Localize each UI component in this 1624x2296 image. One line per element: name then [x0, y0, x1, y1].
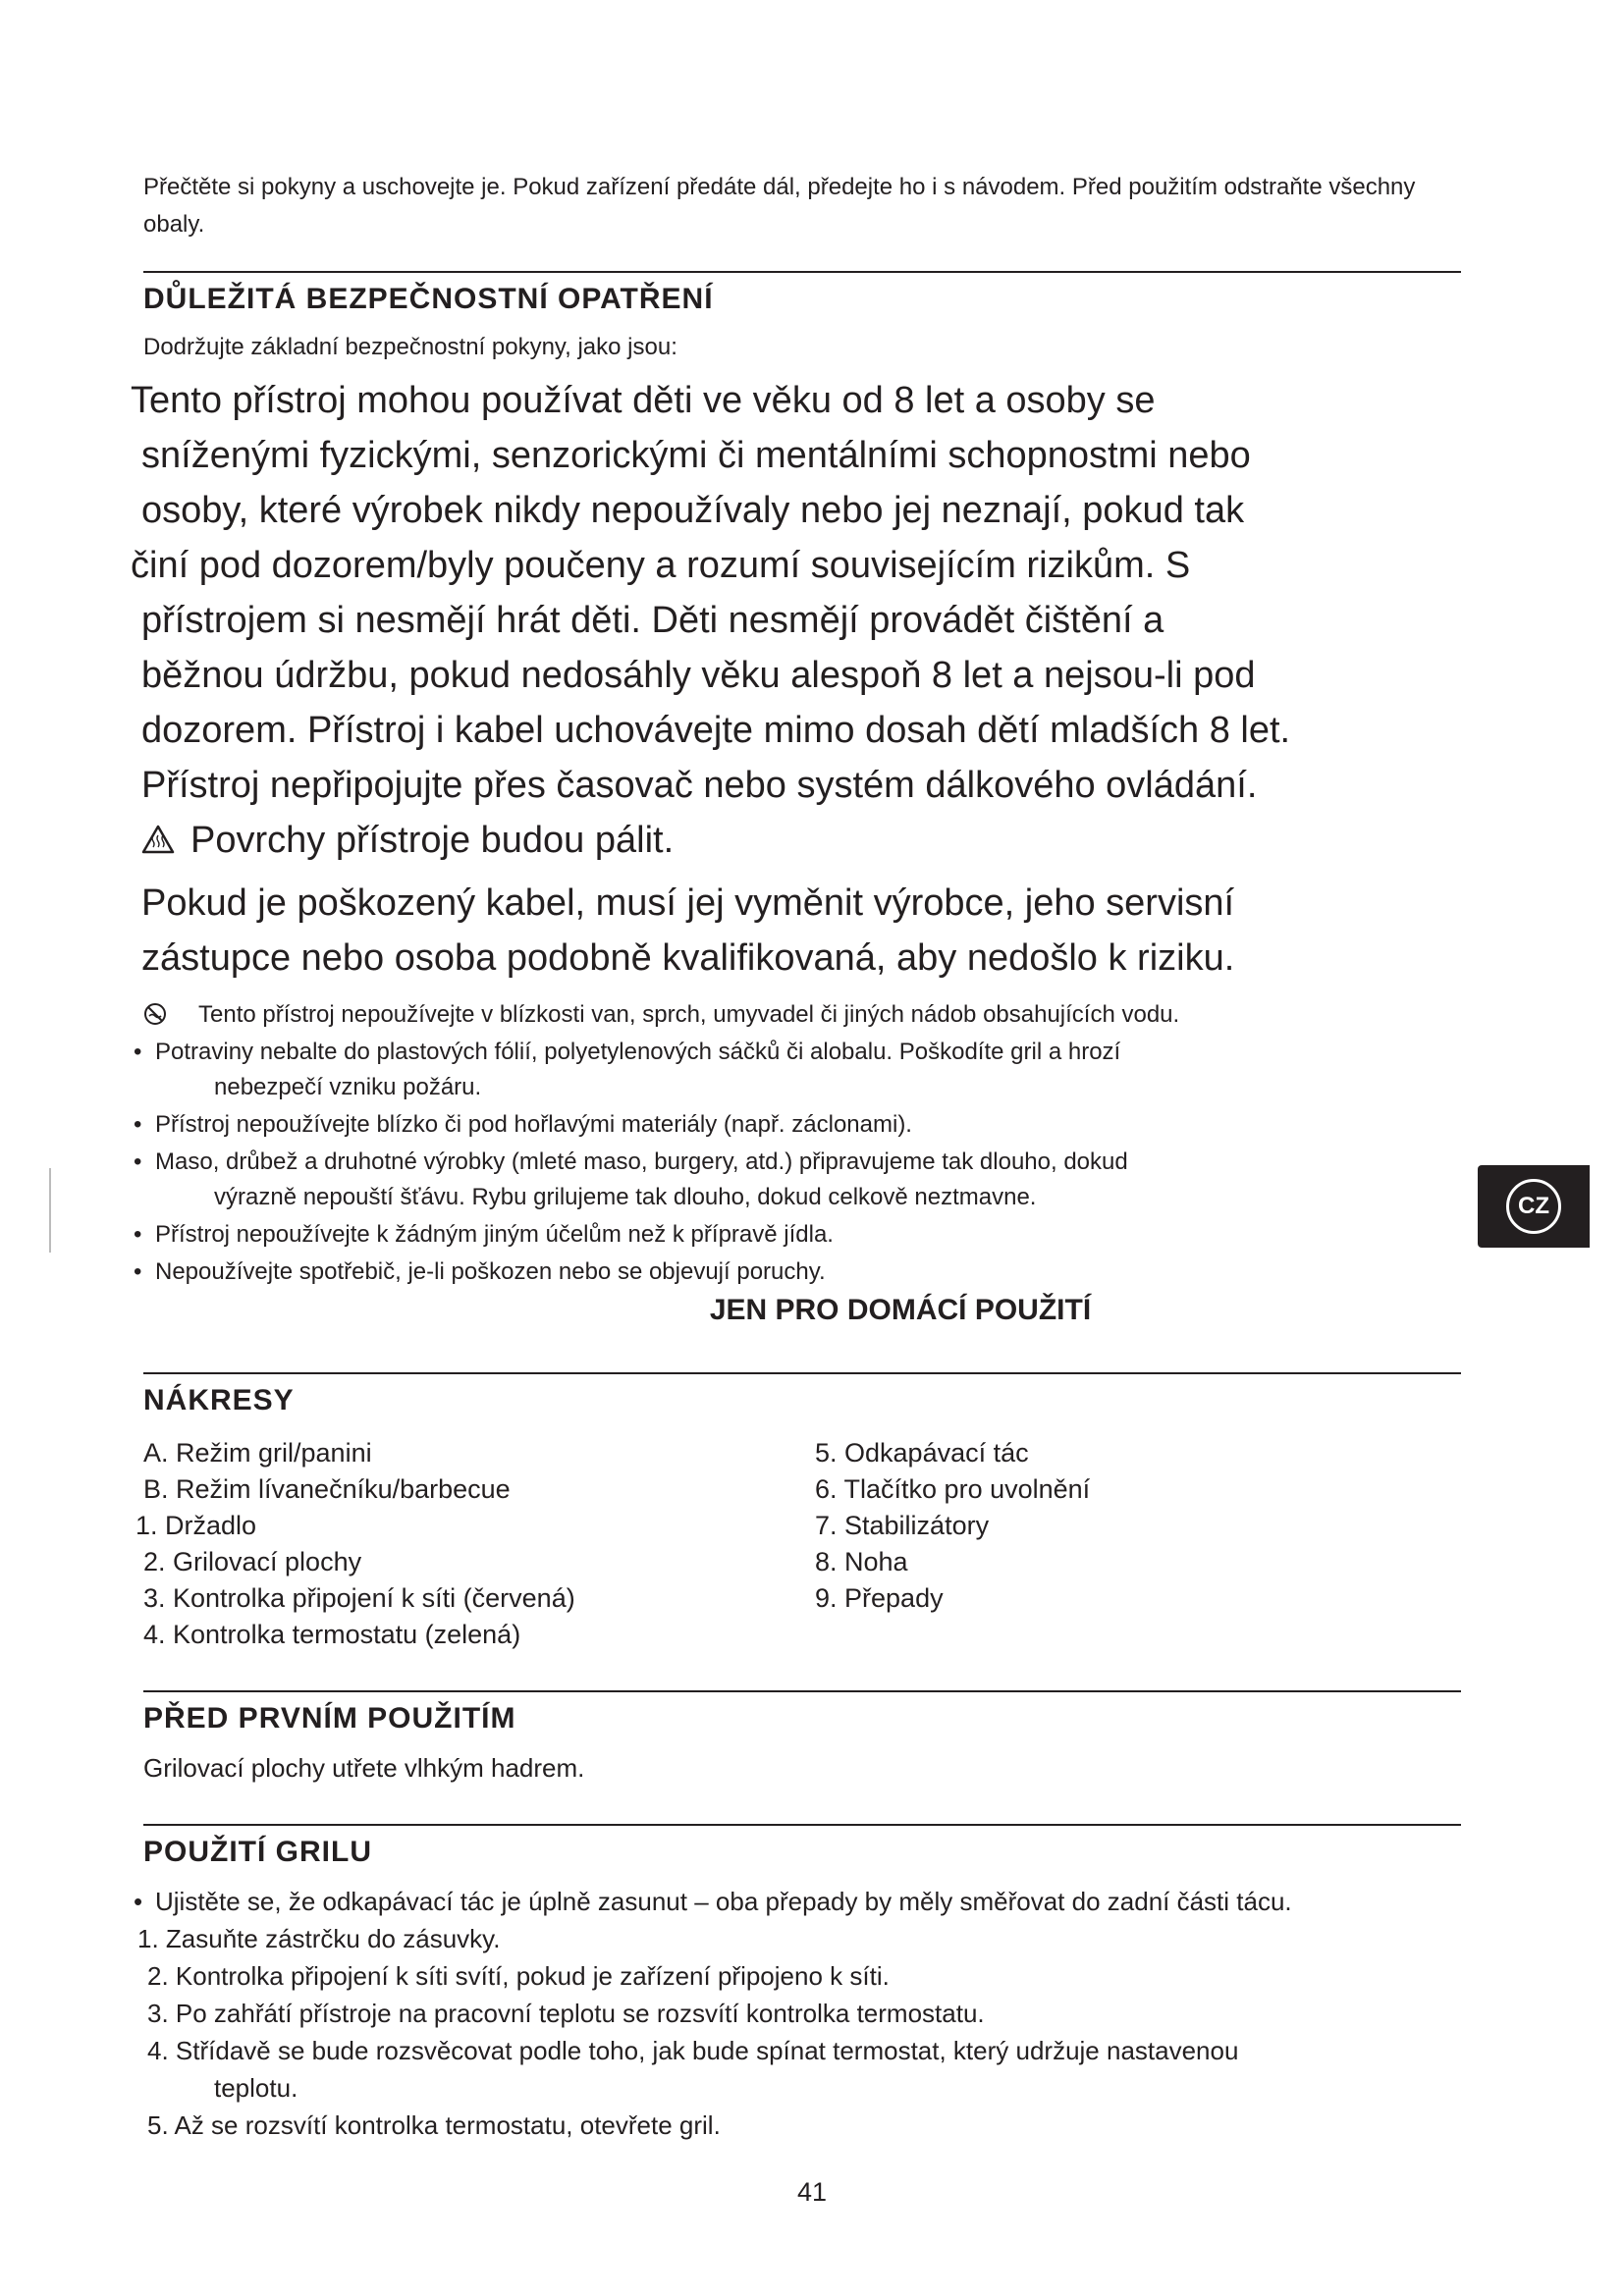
bullet-text: Přístroj nepoužívejte blízko či pod hořlavými materiály (např. záclonami). — [155, 1111, 912, 1138]
usage-step: 2. Kontrolka připojení k síti svítí, pokud je zařízení připojeno k síti. — [147, 1961, 890, 1991]
drawing-label: 1. Držadlo — [135, 1511, 257, 1540]
drawing-label: 2. Grilovací plochy — [143, 1547, 362, 1576]
section-rule — [143, 1824, 1461, 1826]
section-rule — [143, 1690, 1461, 1692]
bullet-item — [134, 1219, 834, 1251]
bullet-item — [134, 1109, 912, 1141]
first-use-text: Grilovací plochy utřete vlhkým hadrem. — [143, 1753, 585, 1783]
usage-text: Ujistěte se, že odkapávací tác je úplně zasunut – oba přepady by měly směřovat do zadní části tácu. — [155, 1887, 1292, 1916]
drawing-label: 5. Odkapávací tác — [815, 1438, 1029, 1468]
safety-line: běžnou údržbu, pokud nedosáhly věku alespoň 8 let a nejsou-li pod — [141, 655, 1256, 696]
first-use-heading: PŘED PRVNÍM POUŽITÍM — [143, 1702, 516, 1735]
hot-surface-text: Povrchy přístroje budou pálit. — [190, 820, 675, 861]
bullet-text: Nepoužívejte spotřebič, je-li poškozen nebo se objevují poruchy. — [155, 1258, 826, 1285]
drawing-label: 8. Noha — [815, 1547, 908, 1576]
usage-bullet — [134, 1885, 1292, 1918]
bullet-item — [134, 1037, 1120, 1068]
safety-line: zástupce nebo osoba podobně kvalifikovaná, aby nedošlo k riziku. — [141, 937, 1235, 979]
drawing-label: 3. Kontrolka připojení k síti (červená) — [143, 1583, 575, 1613]
drawing-label: 7. Stabilizátory — [815, 1511, 990, 1540]
safety-line: dozorem. Přístroj i kabel uchovávejte mimo dosah dětí mladších 8 let. — [141, 710, 1291, 751]
hot-surface-warning-icon — [141, 825, 175, 854]
usage-continuation: teplotu. — [214, 2073, 298, 2103]
no-water-icon — [143, 1002, 167, 1026]
safety-line: sníženými fyzickými, senzorickými či mentálními schopnostmi nebo — [141, 435, 1251, 476]
safety-heading: DŮLEŽITÁ BEZPEČNOSTNÍ OPATŘENÍ — [143, 283, 714, 315]
hot-surface-line — [141, 817, 674, 864]
drawing-label: A. Režim gril/panini — [143, 1438, 372, 1468]
usage-step: 5. Až se rozsvítí kontrolka termostatu, otevřete gril. — [147, 2110, 721, 2140]
drawings-list-right — [815, 1435, 1090, 1617]
bullet-text: Přístroj nepoužívejte k žádným jiným účelům než k přípravě jídla. — [155, 1221, 834, 1248]
language-tab — [1478, 1165, 1590, 1248]
bullet-text: Maso, drůbež a druhotné výrobky (mleté maso, burgery, atd.) připravujeme tak dlouho, dokud — [155, 1148, 1128, 1175]
margin-mark — [49, 1168, 51, 1253]
section-rule — [143, 1372, 1461, 1374]
drawings-list-left — [135, 1435, 575, 1653]
section-rule — [143, 271, 1461, 273]
safety-line: Tento přístroj mohou používat děti ve věku od 8 let a osoby se — [131, 380, 1156, 421]
bullet-continuation: nebezpečí vzniku požáru. — [214, 1074, 482, 1100]
safety-subtitle: Dodržujte základní bezpečnostní pokyny, jako jsou: — [143, 334, 677, 360]
language-code: CZ — [1506, 1179, 1561, 1234]
drawing-label: B. Režim lívanečníku/barbecue — [143, 1474, 511, 1504]
bullet-item — [134, 1256, 826, 1288]
page-number: 41 — [796, 2177, 828, 2207]
bullet-marker: • — [134, 1148, 142, 1175]
household-use-notice: JEN PRO DOMÁCÍ POUŽITÍ — [709, 1294, 1092, 1326]
grill-use-heading: POUŽITÍ GRILU — [143, 1836, 372, 1868]
drawing-label: 4. Kontrolka termostatu (zelená) — [143, 1620, 521, 1649]
bullet-marker: • — [134, 1221, 142, 1248]
usage-step: 1. Zasuňte zástrčku do zásuvky. — [137, 1924, 501, 1953]
water-warning-text: Tento přístroj nepoužívejte v blízkosti van, sprch, umyvadel či jiných nádob obsahujících vodu. — [198, 1001, 1180, 1028]
safety-line: činí pod dozorem/byly poučeny a rozumí souvisejícím rizikům. S — [131, 545, 1191, 586]
bullet-continuation: výrazně nepouští šťávu. Rybu grilujeme tak dlouho, dokud celkově neztmavne. — [214, 1184, 1037, 1210]
drawing-label: 6. Tlačítko pro uvolnění — [815, 1474, 1091, 1504]
safety-line: Přístroj nepřipojujte přes časovač nebo systém dálkového ovládání. — [141, 765, 1258, 806]
water-warning-row — [143, 999, 1179, 1031]
intro-text: Přečtěte si pokyny a uschovejte je. Pokud zařízení předáte dál, předejte ho i s návodem. Před použitím odstraňte všechny obaly. — [143, 174, 1416, 238]
usage-step: 4. Střídavě se bude rozsvěcovat podle toho, jak bude spínat termostat, který udržuje nastavenou — [147, 2036, 1239, 2065]
bullet-marker: • — [134, 1887, 143, 1916]
bullet-text: Potraviny nebalte do plastových fólií, polyetylenových sáčků či alobalu. Poškodíte gril a hrozí — [155, 1039, 1121, 1065]
usage-step: 3. Po zahřátí přístroje na pracovní teplotu se rozsvítí kontrolka termostatu. — [147, 1999, 985, 2028]
safety-line: přístrojem si nesmějí hrát děti. Děti nesmějí provádět čištění a — [141, 600, 1164, 641]
bullet-item — [134, 1147, 1128, 1178]
safety-line: osoby, které výrobek nikdy nepoužívaly nebo jej neznají, pokud tak — [141, 490, 1245, 531]
bullet-marker: • — [134, 1039, 142, 1065]
drawing-label: 9. Přepady — [815, 1583, 944, 1613]
bullet-marker: • — [134, 1111, 142, 1138]
safety-line: Pokud je poškozený kabel, musí jej vyměnit výrobce, jeho servisní — [141, 882, 1235, 924]
drawings-heading: NÁKRESY — [143, 1384, 295, 1416]
bullet-marker: • — [134, 1258, 142, 1285]
